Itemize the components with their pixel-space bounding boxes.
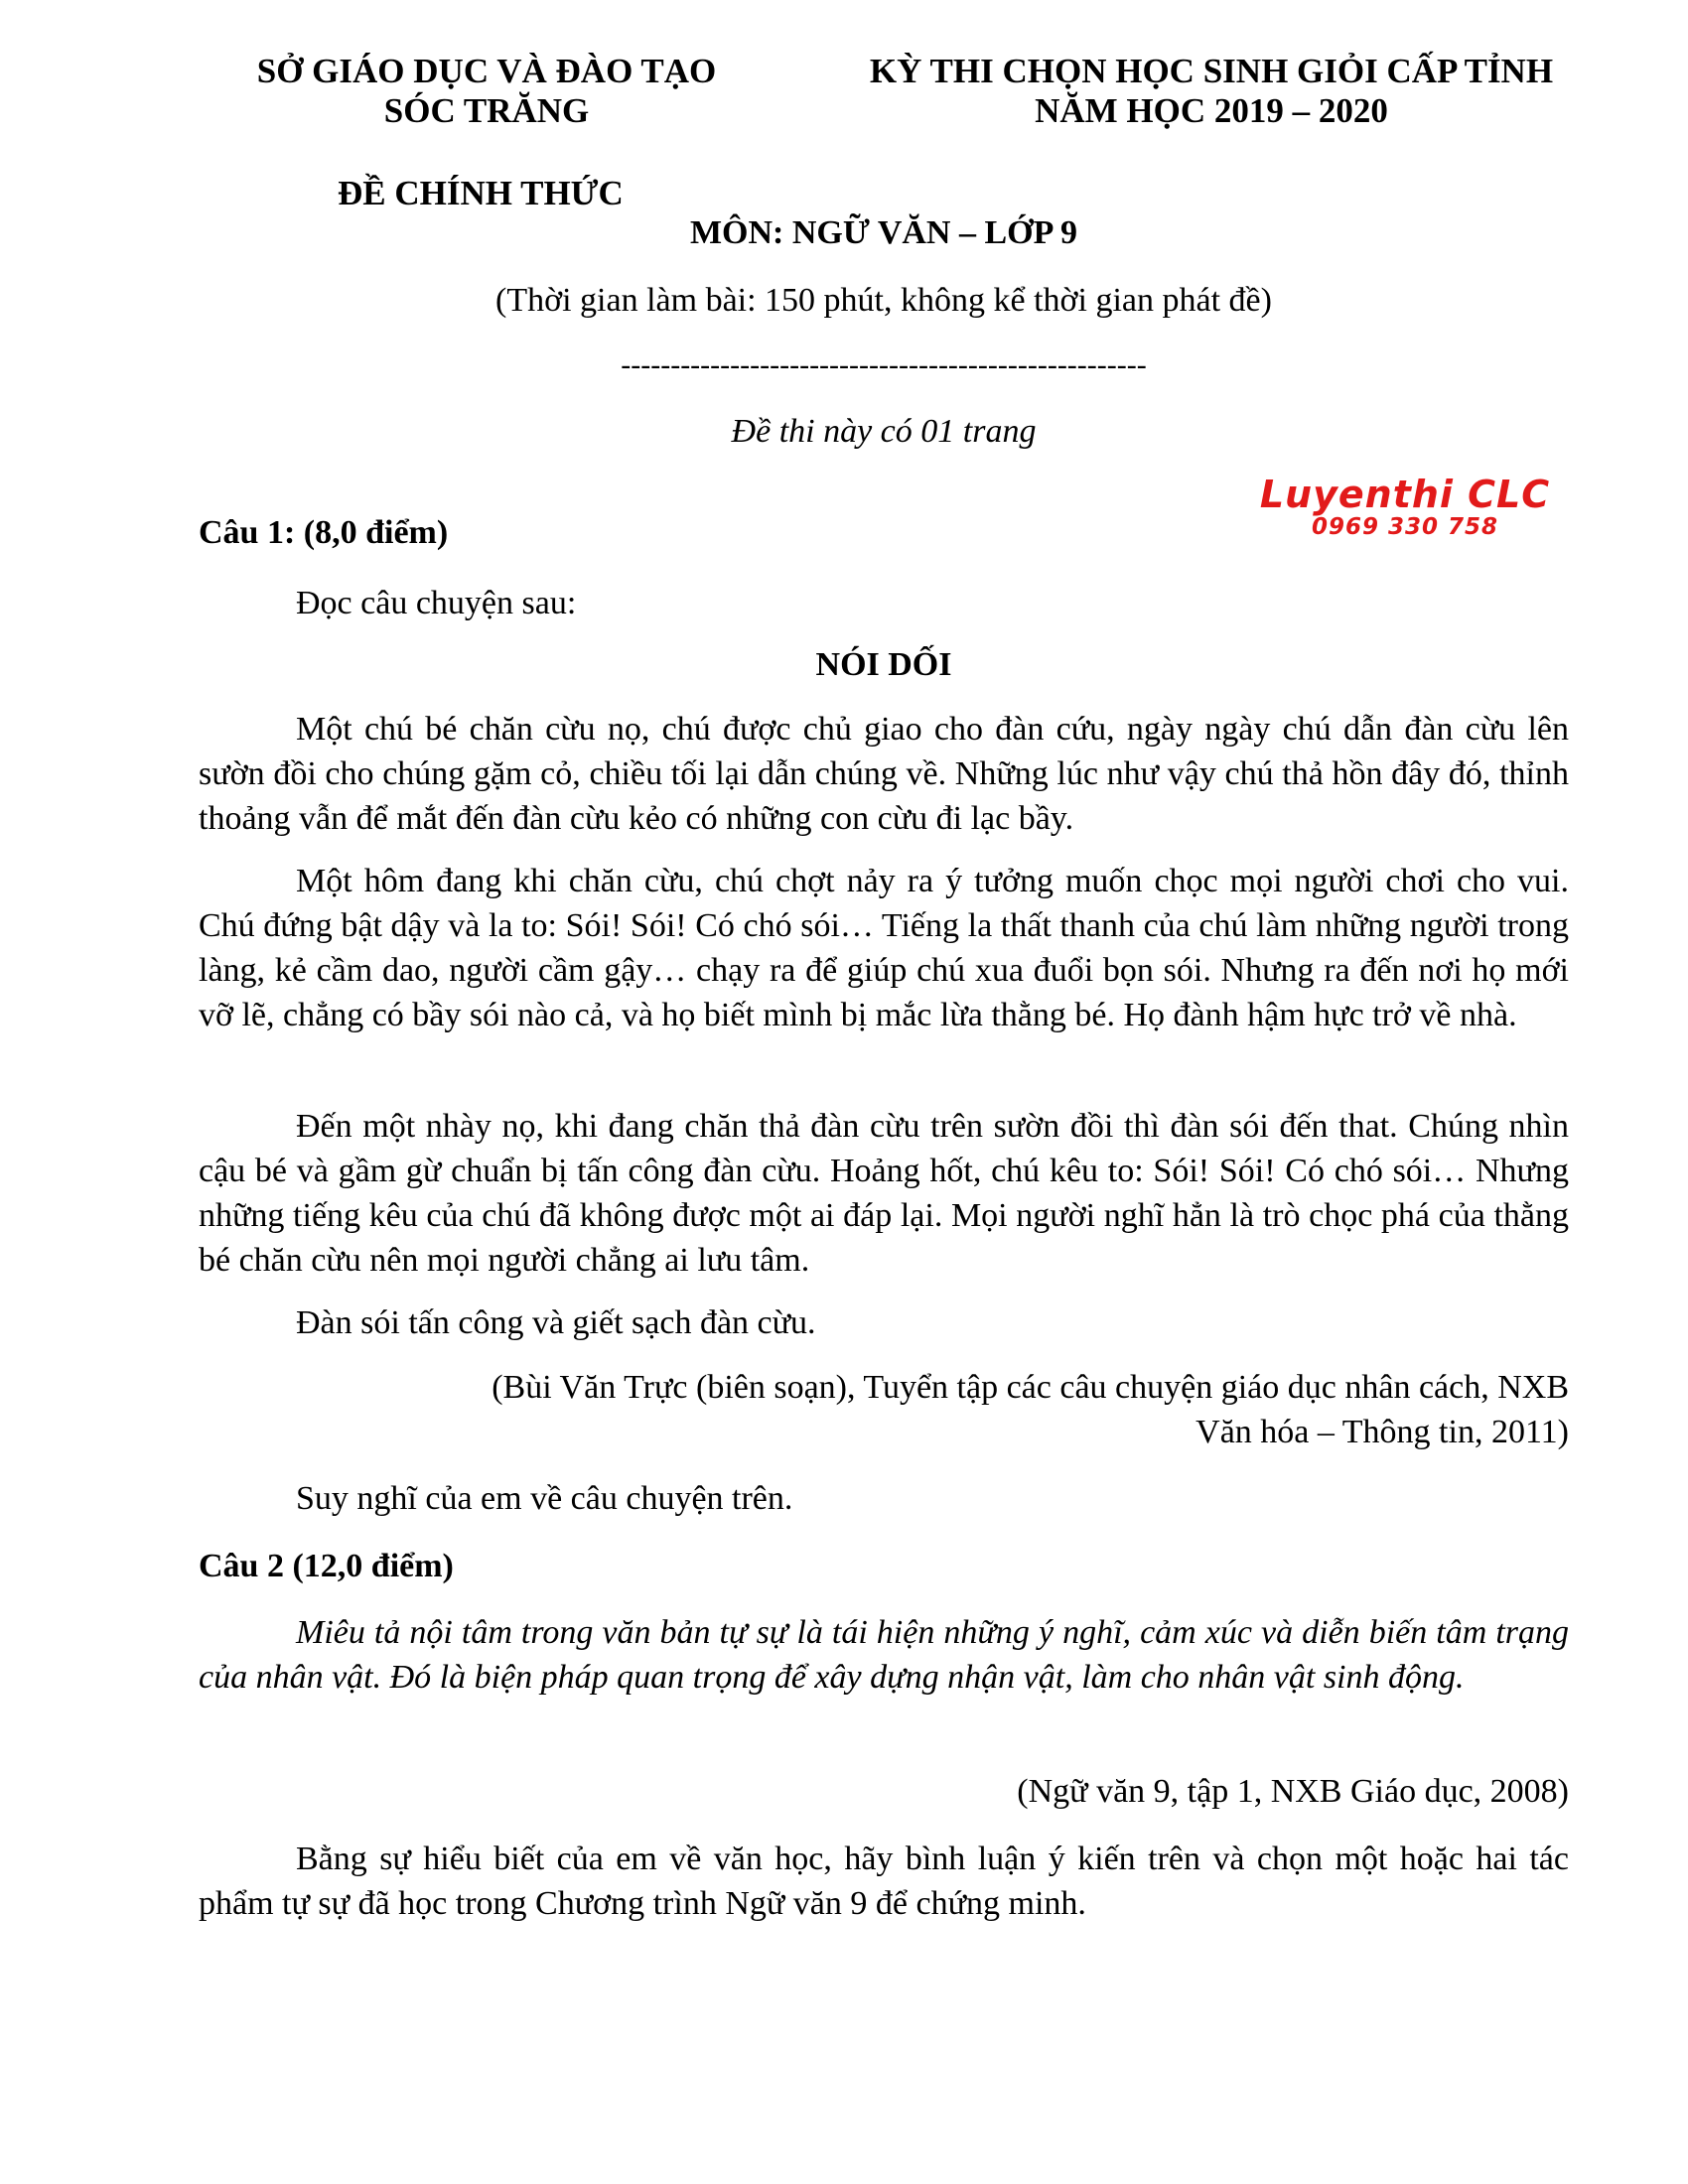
- question-2-quote: Miêu tả nội tâm trong văn bản tự sự là tái hiện những ý nghĩ, cảm xúc và diễn biến tâm trạng của nhân vật. Đó là biện pháp quan trọng để xây dựng nhận vật, làm cho nhân vật sinh động.: [199, 1614, 1569, 1696]
- story-source-line-2: Văn hóa – Thông tin, 2011): [1196, 1414, 1569, 1450]
- watermark-phone: 0969 330 758: [1311, 514, 1499, 540]
- question-1-intro: Đọc câu chuyện sau:: [296, 585, 577, 621]
- page-count-note: Đề thi này có 01 trang: [731, 413, 1037, 450]
- exam-header: [814, 52, 1609, 131]
- department-name: SỞ GIÁO DỤC VÀ ĐÀO TẠO: [256, 52, 717, 90]
- question-2-task: Bằng sự hiểu biết của em về văn học, hãy bình luận ý kiến trên và chọn một hoặc hai tác phẩm tự sự đã học trong Chương trình Ngữ văn 9 để chứng minh.: [199, 1841, 1569, 1922]
- separator-line: -----------------------------------------------------: [621, 348, 1147, 381]
- story-paragraph-1: Một chú bé chăn cừu nọ, chú được chủ giao cho đàn cứu, ngày ngày chú dẫn đàn cừu lên sườn đồi cho chúng gặm cỏ, chiều tối lại dẫn chúng về. Những lúc như vậy chú thả hồn đây đó, thỉnh thoảng vẫn để mắt đến đàn cừu kẻo có những con cừu đi lạc bầy.: [199, 711, 1569, 837]
- duration-note: (Thời gian làm bài: 150 phút, không kể thời gian phát đề): [495, 282, 1272, 319]
- story-source: [199, 1365, 1569, 1454]
- story-title: NÓI DỐI: [815, 646, 952, 683]
- subject-title: MÔN: NGỮ VĂN – LỚP 9: [689, 214, 1078, 251]
- department-header: [189, 52, 784, 131]
- story-paragraph-3: Đến một nhày nọ, khi đang chăn thả đàn cừu trên sườn đồi thì đàn sói đến that. Chúng nhìn cậu bé và gầm gừ chuẩn bị tấn công đàn cừu. Hoảng hốt, chú kêu to: Sói! Sói! Có chó sói… Nhưng những tiếng kêu của chú đã không được một ai đáp lại. Mọi người nghĩ hẳn là trò chọc phá của thằng bé chăn cừu nên mọi người chẳng ai lưu tâm.: [199, 1108, 1569, 1279]
- question-2-source: (Ngữ văn 9, tập 1, NXB Giáo dục, 2008): [1017, 1773, 1569, 1810]
- question-1-heading: Câu 1: (8,0 điểm): [199, 514, 449, 551]
- official-label: ĐỀ CHÍNH THỨC: [338, 174, 624, 212]
- watermark-logo: [1246, 475, 1564, 544]
- exam-name: KỲ THI CHỌN HỌC SINH GIỎI CẤP TỈNH: [869, 52, 1554, 90]
- school-year: NĂM HỌC 2019 – 2020: [1035, 91, 1388, 130]
- question-1-task: Suy nghĩ của em về câu chuyện trên.: [296, 1480, 793, 1517]
- story-source-line-1: (Bùi Văn Trực (biên soạn), Tuyển tập các câu chuyện giáo dục nhân cách, NXB: [492, 1369, 1569, 1406]
- watermark-name: Luyenthi CLC: [1259, 473, 1551, 516]
- province-name: SÓC TRĂNG: [383, 91, 590, 130]
- story-paragraph-2: Một hôm đang khi chăn cừu, chú chợt nảy ra ý tưởng muốn chọc mọi người chơi cho vui. Chú đứng bật dậy và la to: Sói! Sói! Có chó sói… Tiếng la thất thanh của chú làm những người trong làng, kẻ cầm dao, người cầm gậy… chạy ra để giúp chú xua đuổi bọn sói. Nhưng ra đến nơi họ mới vỡ lẽ, chẳng có bầy sói nào cả, và họ biết mình bị mắc lừa thằng bé. Họ đành hậm hực trở về nhà.: [199, 863, 1569, 1033]
- story-paragraph-4: Đàn sói tấn công và giết sạch đàn cừu.: [296, 1304, 816, 1341]
- question-2-heading: Câu 2 (12,0 điểm): [199, 1548, 454, 1584]
